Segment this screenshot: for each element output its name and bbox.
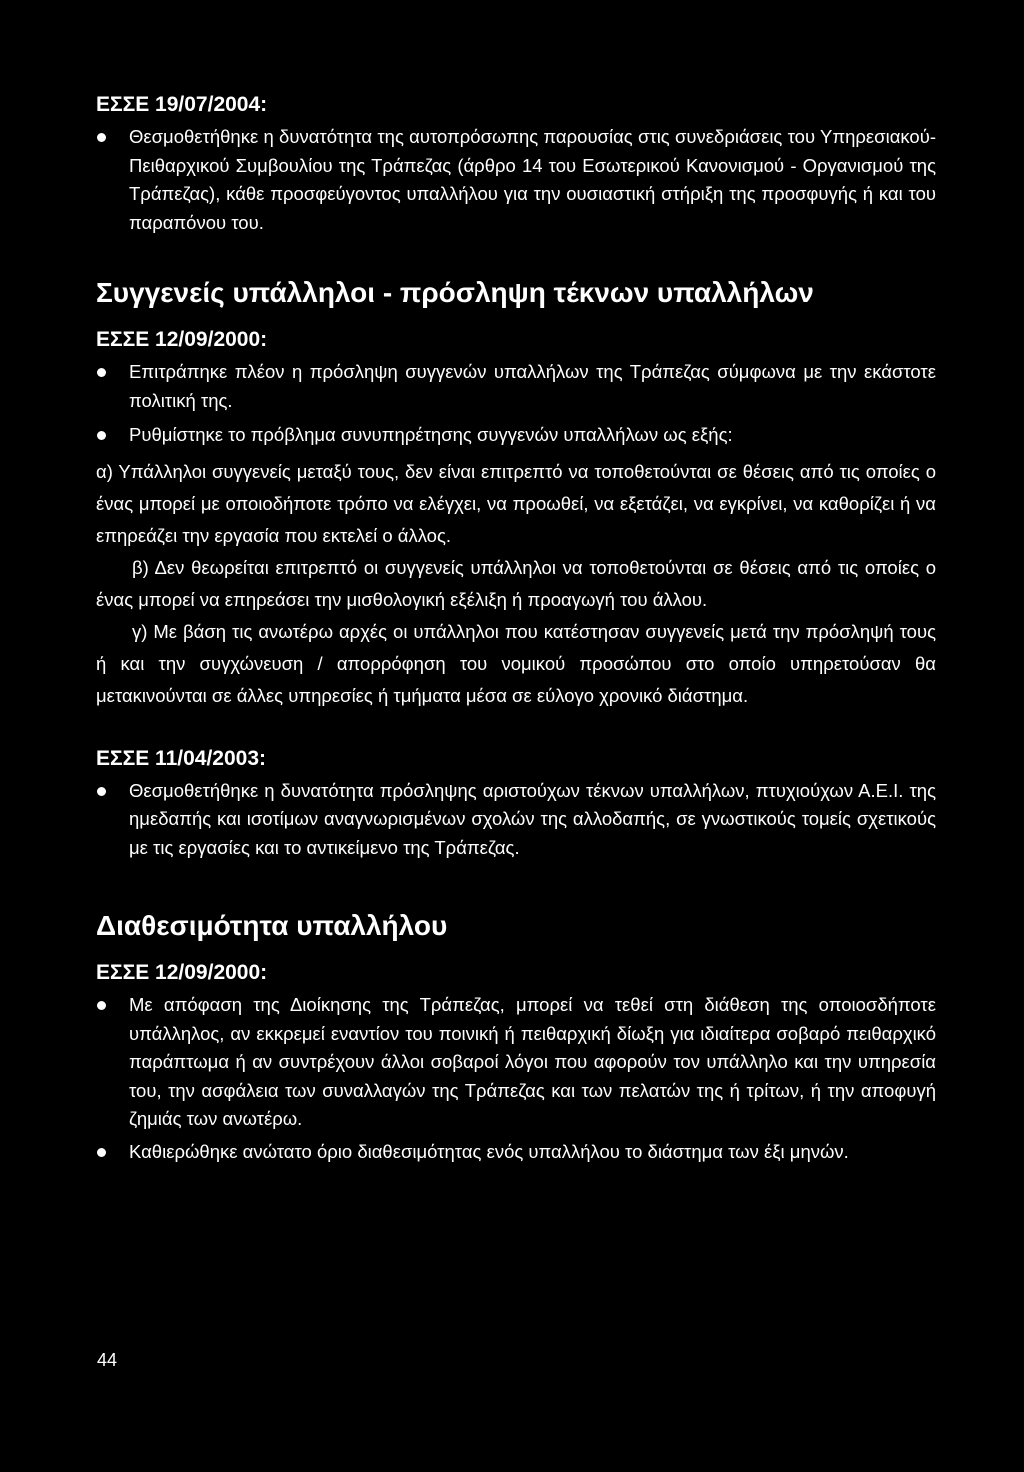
- bullet-text: Θεσμοθετήθηκε η δυνατότητα πρόσληψης αριστούχων τέκνων υπαλλήλων, πτυχιούχων Α.Ε.Ι. της ημεδαπής και ισοτίμων αναγνωρισμένων σχολών της αλλοδαπής, σε γνωστικούς τομείς σχετικούς με τις εργασίες και το αντικείμενο της Τράπεζας.: [129, 779, 936, 858]
- bullet-item: [96, 1138, 936, 1167]
- section-heading: Συγγενείς υπάλληλοι - πρόσληψη τέκνων υπαλλήλων: [96, 277, 814, 308]
- paragraph-b: β) Δεν θεωρείται επιτρεπτό οι συγγενείς υπάλληλοι να τοποθετούνται σε θέσεις από τις οποίες ο ένας μπορεί να επηρεάσει την μισθολογική εξέλιξη ή προαγωγή του άλλου.: [96, 556, 936, 610]
- bullet-item: [96, 358, 936, 415]
- section-2003-04-11: [96, 744, 936, 863]
- bullet-list: [96, 777, 936, 863]
- section-date: ΕΣΣΕ 12/09/2000:: [96, 961, 268, 984]
- bullet-item: [96, 421, 936, 450]
- bullet-icon: [97, 1001, 106, 1010]
- bullet-text: Με απόφαση της Διοίκησης της Τράπεζας, μπορεί να τεθεί στη διάθεση της οποιοσδήποτε υπάλληλος, αν εκκρεμεί εναντίον του ποινική ή πειθαρχική δίωξη για ιδιαίτερα σοβαρό πειθαρχικό παράπτωμα ή αν συντρέχουν άλλοι σοβαροί λόγοι που αφορούν τον υπάλληλο και την υπηρεσία του, την ασφάλεια των συναλλαγών της Τράπεζας και των πελατών της ή τρίτων, ή την αποφυγή ζημιάς των ανωτέρω.: [129, 994, 936, 1129]
- bullet-list: [96, 991, 936, 1166]
- section-2004-07-19: [96, 90, 936, 237]
- bullet-list: [96, 123, 936, 237]
- bullet-icon: [97, 133, 106, 142]
- bullet-item: [96, 777, 936, 863]
- bullet-icon: [97, 1148, 106, 1157]
- paragraph-a: α) Υπάλληλοι συγγενείς μεταξύ τους, δεν είναι επιτρεπτό να τοποθετούνται σε θέσεις από τις οποίες ο ένας μπορεί με οποιοδήποτε τρόπο να ελέγχει, να προωθεί, να εξετάζει, να εγκρίνει, να καθορίζει ή να επηρεάζει την εργασία που εκτελεί ο άλλος.: [96, 460, 936, 546]
- bullet-icon: [97, 368, 106, 377]
- bullet-icon: [97, 431, 106, 440]
- document-page: [96, 90, 936, 1166]
- bullet-list: [96, 358, 936, 450]
- section-date: ΕΣΣΕ 19/07/2004:: [96, 93, 268, 116]
- section-employee-availability: [96, 908, 936, 1166]
- section-date: ΕΣΣΕ 12/09/2000:: [96, 328, 268, 351]
- bullet-item: [96, 991, 936, 1134]
- bullet-icon: [97, 787, 106, 796]
- bullet-text: Καθιερώθηκε ανώτατο όριο διαθεσιμότητας ενός υπαλλήλου το διάστημα των έξι μηνών.: [129, 1140, 849, 1162]
- page-number: 44: [97, 1350, 118, 1370]
- paragraph-group: [96, 456, 936, 712]
- bullet-text: Ρυθμίστηκε το πρόβλημα συνυπηρέτησης συγγενών υπαλλήλων ως εξής:: [129, 424, 733, 445]
- bullet-item: [96, 123, 936, 237]
- section-relatives-hiring: [96, 275, 936, 712]
- bullet-text: Θεσμοθετήθηκε η δυνατότητα της αυτοπρόσωπης παρουσίας στις συνεδριάσεις του Υπηρεσιακού-Πειθαρχικού Συμβουλίου της Τράπεζας (άρθρο 14 του Εσωτερικού Κανονισμού - Οργανισμού της Τράπεζας), κάθε προσφεύγοντος υπαλλήλου για την ουσιαστική στήριξη της προσφυγής ή και του παραπόνου του.: [129, 126, 936, 233]
- section-heading: Διαθεσιμότητα υπαλλήλου: [96, 910, 448, 941]
- bullet-text: Επιτράπηκε πλέον η πρόσληψη συγγενών υπαλλήλων της Τράπεζας σύμφωνα με την εκάστοτε πολιτική της.: [129, 361, 936, 411]
- paragraph-c: γ) Με βάση τις ανωτέρω αρχές οι υπάλληλοι που κατέστησαν συγγενείς μετά την πρόσληψή τους ή και την συγχώνευση / απορρόφηση του νομικού προσώπου στο οποίο υπηρετούσαν θα μετακινούνται σε άλλες υπηρεσίες ή τμήματα μέσα σε εύλογο χρονικό διάστημα.: [96, 620, 936, 706]
- section-date: ΕΣΣΕ 11/04/2003:: [96, 746, 266, 770]
